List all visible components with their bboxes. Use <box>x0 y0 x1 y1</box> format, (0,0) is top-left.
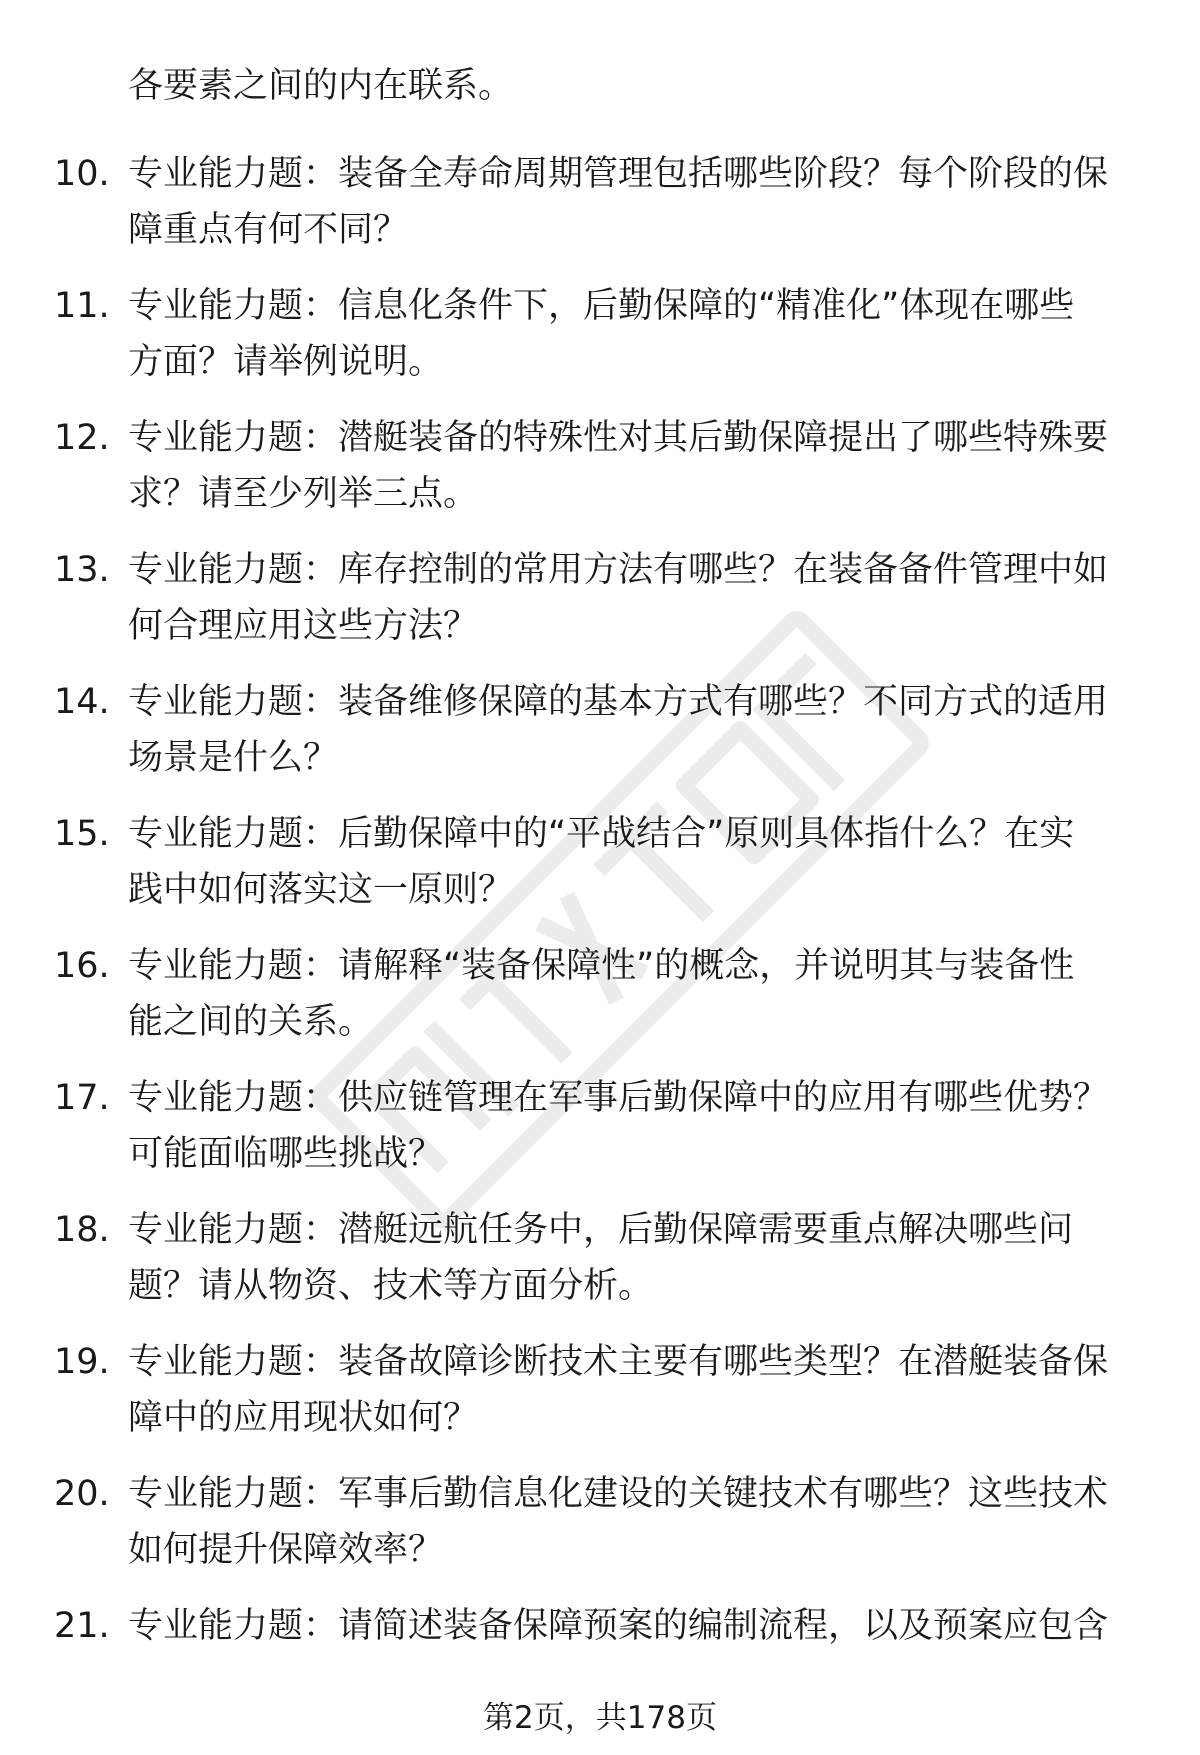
question-text-line: 求？请至少列举三点。 <box>128 474 479 514</box>
question-text-line: 专业能力题：装备故障诊断技术主要有哪些类型？在潜艇装备保 <box>128 1342 1109 1382</box>
question-text-line: 践中如何落实这一原则？ <box>128 870 514 910</box>
question-text-line: 障重点有何不同？ <box>128 210 409 250</box>
question-text-line: 何合理应用这些方法？ <box>128 606 479 646</box>
question-text <box>128 146 1138 258</box>
question-number: 14. <box>54 682 110 722</box>
question-text <box>128 1598 1138 1654</box>
page-footer: 第2页，共178页 <box>483 1700 717 1736</box>
question-number: 16. <box>54 946 110 986</box>
question-number: 12. <box>54 418 110 458</box>
question-text <box>128 1070 1138 1182</box>
question-number: 13. <box>54 550 110 590</box>
question-item <box>0 1334 1200 1448</box>
question-number: 11. <box>54 286 110 326</box>
question-text-line: 场景是什么？ <box>128 738 339 778</box>
question-number: 10. <box>54 154 110 194</box>
question-text <box>128 278 1138 390</box>
question-text <box>128 1202 1138 1314</box>
question-item <box>0 938 1200 1052</box>
question-text <box>128 1334 1138 1446</box>
question-text-line: 专业能力题：信息化条件下，后勤保障的“精准化”体现在哪些 <box>128 286 1075 326</box>
question-text-line: 可能面临哪些挑战？ <box>128 1134 444 1174</box>
question-text-line: 题？请从物资、技术等方面分析。 <box>128 1266 654 1306</box>
question-text <box>128 542 1138 654</box>
question-text-line: 专业能力题：库存控制的常用方法有哪些？在装备备件管理中如 <box>128 550 1109 590</box>
question-text <box>128 806 1138 918</box>
question-text-line: 专业能力题：装备维修保障的基本方式有哪些？不同方式的适用 <box>128 682 1109 722</box>
question-text-line: 能之间的关系。 <box>128 1002 374 1042</box>
question-item <box>0 1202 1200 1316</box>
continuation-text: 各要素之间的内在联系。 <box>128 66 514 106</box>
question-item <box>0 806 1200 920</box>
question-number: 17. <box>54 1078 110 1118</box>
question-text-line: 专业能力题：潜艇装备的特殊性对其后勤保障提出了哪些特殊要 <box>128 418 1109 458</box>
question-item <box>0 146 1200 260</box>
question-text-line: 专业能力题：装备全寿命周期管理包括哪些阶段？每个阶段的保 <box>128 154 1109 194</box>
question-text <box>128 1466 1138 1578</box>
question-text-line: 专业能力题：潜艇远航任务中，后勤保障需要重点解决哪些问 <box>128 1210 1074 1250</box>
question-text <box>128 938 1138 1050</box>
question-item <box>0 1070 1200 1184</box>
question-number: 18. <box>54 1210 110 1250</box>
question-item <box>0 278 1200 392</box>
question-item <box>0 542 1200 656</box>
question-text-line: 专业能力题：后勤保障中的“平战结合”原则具体指什么？在实 <box>128 814 1075 854</box>
question-number: 21. <box>54 1606 110 1646</box>
question-text-line: 专业能力题：请简述装备保障预案的编制流程，以及预案应包含 <box>128 1606 1109 1646</box>
question-number: 20. <box>54 1474 110 1514</box>
question-number: 15. <box>54 814 110 854</box>
question-text-line: 专业能力题：请解释“装备保障性”的概念，并说明其与装备性 <box>128 946 1075 986</box>
question-item <box>0 674 1200 788</box>
question-item <box>0 410 1200 524</box>
question-list <box>0 146 1200 1730</box>
question-text-line: 障中的应用现状如何？ <box>128 1398 479 1438</box>
question-item <box>0 1466 1200 1580</box>
question-item <box>0 1598 1200 1712</box>
question-text <box>128 410 1138 522</box>
question-text-line: 如何提升保障效率？ <box>128 1530 444 1570</box>
question-text-line: 方面？请举例说明。 <box>128 342 444 382</box>
question-text <box>128 674 1138 786</box>
question-number: 19. <box>54 1342 110 1382</box>
question-text-line: 专业能力题：供应链管理在军事后勤保障中的应用有哪些优势？ <box>128 1078 1109 1118</box>
question-text-line: 专业能力题：军事后勤信息化建设的关键技术有哪些？这些技术 <box>128 1474 1109 1514</box>
